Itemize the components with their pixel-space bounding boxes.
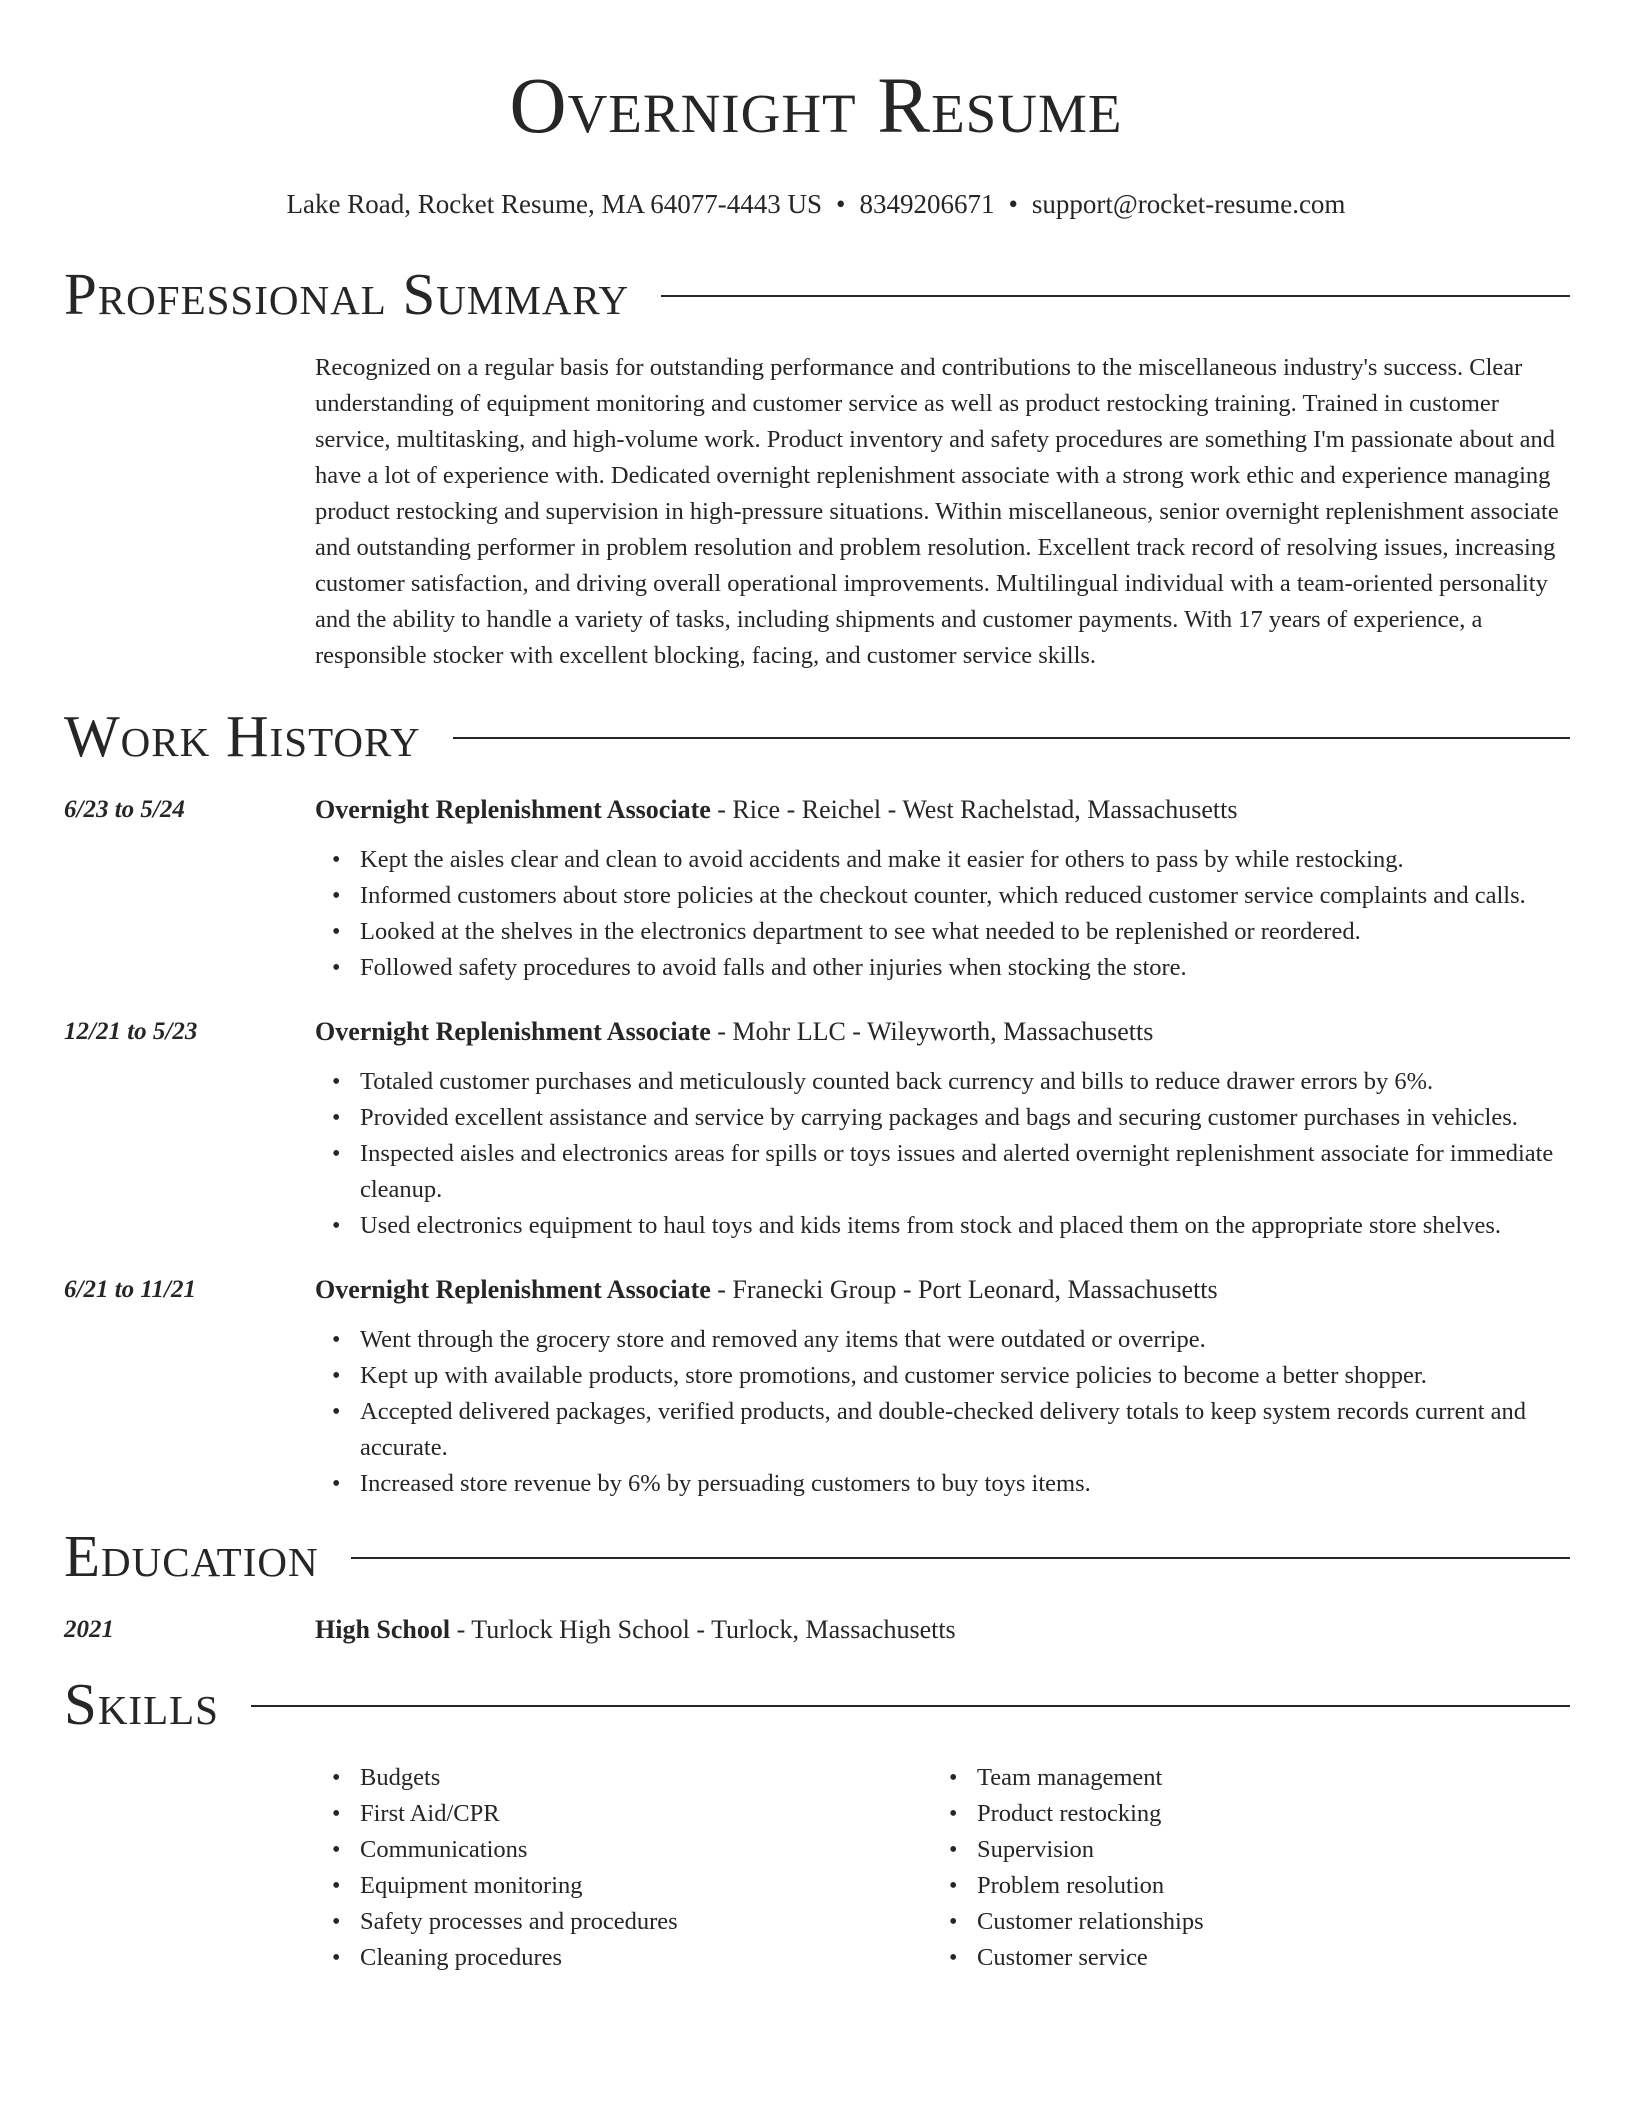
education-section-header <box>64 1522 1570 1590</box>
job-list <box>0 792 1632 1502</box>
job-bullet: • Provided excellent assistance and service by carrying packages and bags and securing customer purchases in vehicles. <box>315 1100 1570 1136</box>
contact-phone: 8349206671 <box>859 189 995 219</box>
skill-item: • Product restocking <box>932 1796 1549 1832</box>
skill-item: • Cleaning procedures <box>315 1940 932 1976</box>
section-divider <box>351 1557 1570 1559</box>
job-bullet: • Totaled customer purchases and meticulously counted back currency and bills to reduce drawer errors by 6%. <box>315 1064 1570 1100</box>
job-title-line <box>315 1014 1570 1050</box>
job-dates: 12/21 to 5/23 <box>64 1018 198 1045</box>
education-line <box>315 1612 1570 1648</box>
job-dates: 6/21 to 11/21 <box>64 1276 196 1303</box>
job-bullet: • Followed safety procedures to avoid falls and other injuries when stocking the store. <box>315 950 1570 986</box>
section-divider <box>251 1705 1570 1707</box>
section-title: Work History <box>64 703 421 769</box>
job-bullet: • Went through the grocery store and removed any items that were outdated or overripe. <box>315 1322 1570 1358</box>
contact-email[interactable]: support@rocket-resume.com <box>1031 189 1346 219</box>
education-details: - Turlock High School - Turlock, Massachusetts <box>450 1615 956 1644</box>
job-employer: - Rice - Reichel - West Rachelstad, Massachusetts <box>710 795 1238 824</box>
contact-address: Lake Road, Rocket Resume, MA 64077-4443 US <box>286 189 822 219</box>
education-entry <box>64 1612 1570 1648</box>
section-title: Education <box>64 1523 319 1589</box>
job-bullet: • Increased store revenue by 6% by persuading customers to buy toys items. <box>315 1466 1570 1502</box>
job-entry <box>64 792 1570 828</box>
job-bullet: • Kept up with available products, store promotions, and customer service policies to become a better shopper. <box>315 1358 1570 1394</box>
job-entry <box>64 1014 1570 1050</box>
job-entry <box>64 1272 1570 1308</box>
summary-section-header <box>64 260 1570 328</box>
job-bullet: • Kept the aisles clear and clean to avoid accidents and make it easier for others to pass by while restocking. <box>315 842 1570 878</box>
skill-item: • Customer relationships <box>932 1904 1549 1940</box>
skill-item: • Supervision <box>932 1832 1549 1868</box>
job-dates: 6/23 to 5/24 <box>64 796 185 823</box>
job-bullet: • Inspected aisles and electronics areas for spills or toys issues and alerted overnight replenishment associate for immediate cleanup. <box>315 1136 1570 1208</box>
job-bullets <box>315 1322 1570 1502</box>
job-title-line <box>315 1272 1570 1308</box>
education-degree: High School <box>315 1615 451 1644</box>
job-bullet: • Looked at the shelves in the electronics department to see what needed to be replenished or reordered. <box>315 914 1570 950</box>
education-year: 2021 <box>64 1616 114 1643</box>
section-title: Professional Summary <box>64 261 630 327</box>
job-bullets <box>315 842 1570 986</box>
work-section-header <box>64 702 1570 770</box>
section-title: Skills <box>64 1671 219 1737</box>
job-employer: - Franecki Group - Port Leonard, Massachusetts <box>710 1275 1218 1304</box>
skill-item: • First Aid/CPR <box>315 1796 932 1832</box>
section-divider <box>453 737 1570 739</box>
job-bullet: • Used electronics equipment to haul toys and kids items from stock and placed them on the appropriate store shelves. <box>315 1208 1570 1244</box>
job-title-line <box>315 792 1570 828</box>
summary-text: Recognized on a regular basis for outstanding performance and contributions to the miscellaneous industry's success. Clear understanding of equipment monitoring and customer service as well as product restocking training. Trained in customer service, multitasking, and high-volume work. Product inventory and safety procedures are something I'm passionate about and have a lot of experience with. Dedicated overnight replenishment associate with a strong work ethic and experience managing product restocking and supervision in high-pressure situations. Within miscellaneous, senior overnight replenishment associate and outstanding performer in problem resolution and problem resolution. Excellent track record of resolving issues, increasing customer satisfaction, and driving overall operational improvements. Multilingual individual with a team-oriented personality and the ability to handle a variety of tasks, including shipments and customer payments. With 17 years of experience, a responsible stocker with excellent blocking, facing, and customer service skills. <box>315 354 1559 669</box>
contact-separator: • <box>1008 189 1018 219</box>
skill-item: • Communications <box>315 1832 932 1868</box>
skill-item: • Problem resolution <box>932 1868 1549 1904</box>
job-employer: - Mohr LLC - Wileyworth, Massachusetts <box>710 1017 1154 1046</box>
job-title: Overnight Replenishment Associate <box>315 1017 711 1046</box>
contact-line <box>0 186 1632 222</box>
job-bullets <box>315 1064 1570 1244</box>
skills-section-header <box>64 1670 1570 1738</box>
skill-item: • Budgets <box>315 1760 932 1796</box>
skill-item: • Team management <box>932 1760 1549 1796</box>
job-bullet: • Accepted delivered packages, verified products, and double-checked delivery totals to keep system records current and accurate. <box>315 1394 1570 1466</box>
job-title: Overnight Replenishment Associate <box>315 795 711 824</box>
job-bullet: • Informed customers about store policies at the checkout counter, which reduced customer service complaints and calls. <box>315 878 1570 914</box>
skills-column-right <box>932 1760 1549 1976</box>
candidate-name: Overnight Resume <box>509 63 1123 150</box>
skill-item: • Customer service <box>932 1940 1549 1976</box>
contact-separator: • <box>836 189 846 219</box>
section-divider <box>661 295 1570 297</box>
skill-item: • Equipment monitoring <box>315 1868 932 1904</box>
skills-grid <box>315 1760 1570 1976</box>
skill-item: • Safety processes and procedures <box>315 1904 932 1940</box>
skills-column-left <box>315 1760 932 1976</box>
job-title: Overnight Replenishment Associate <box>315 1275 711 1304</box>
